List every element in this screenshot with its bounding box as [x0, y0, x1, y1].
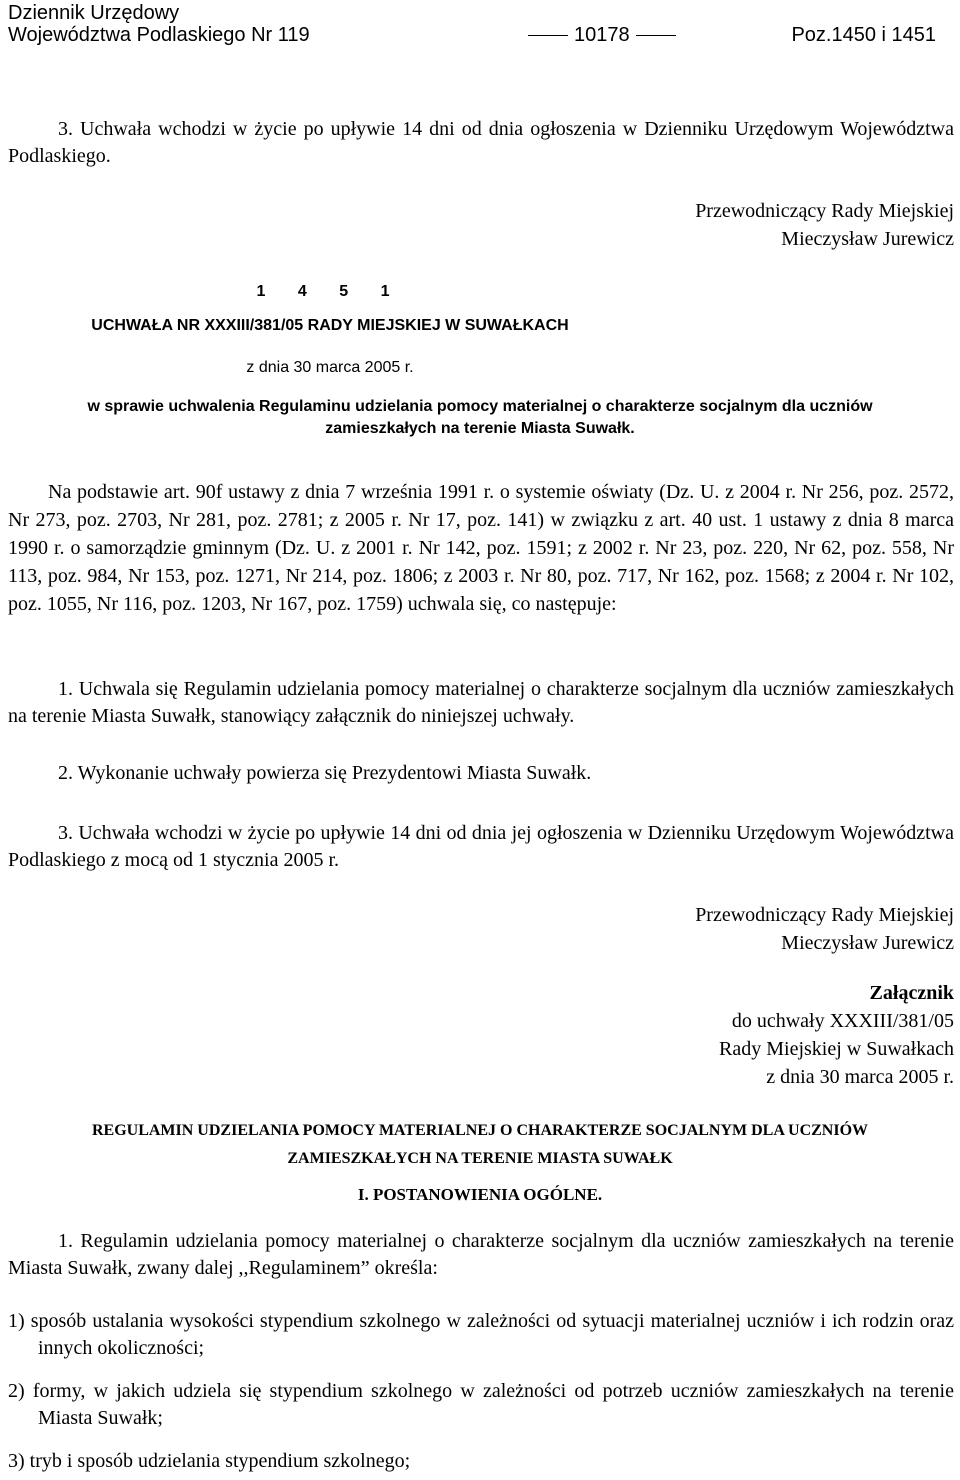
act-date: z dnia 30 marca 2005 r.	[246, 359, 414, 376]
annex-label: Załącznik	[869, 982, 954, 1004]
act-subject	[0, 396, 960, 440]
annex-para-1-text: 1. Regulamin udzielania pomocy materialnej o charakterze socjalnym dla uczniów zamieszkałych na terenie Miasta Suwałk, zwany dalej ,,Regulaminem” określa:	[8, 1230, 954, 1279]
annex-ref-1: do uchwały XXXIII/381/05	[731, 1010, 954, 1032]
annex-ref-3: z dnia 30 marca 2005 r.	[766, 1066, 954, 1088]
act-para-1-text: 1. Uchwala się Regulamin udzielania pomocy materialnej o charakterze socjalnym dla uczniów zamieszkałych na terenie Miasta Suwałk, stanowiący załącznik do niniejszej uchwały.	[8, 678, 954, 727]
act-title: UCHWAŁA NR XXXIII/381/05 RADY MIEJSKIEJ W SUWAŁKACH	[91, 317, 569, 334]
annex-title-line-2: ZAMIESZKAŁYCH NA TERENIE MIASTA SUWAŁK	[287, 1150, 673, 1167]
annex-title-line-1: REGULAMIN UDZIELANIA POMOCY MATERIALNEJ O CHARAKTERZE SOCJALNYM DLA UCZNIÓW	[91, 1122, 869, 1139]
act-preamble	[8, 478, 954, 618]
list-item: 3) tryb i sposób udzielania stypendium szkolnego;	[8, 1450, 411, 1472]
prev-signature-title: Przewodniczący Rady Miejskiej	[695, 200, 954, 222]
act-para-3-text: 3. Uchwała wchodzi w życie po upływie 14 dni od dnia jej ogłoszenia w Dzienniku Urzędowym Województwa Podlaskiego z mocą od 1 stycznia 2005 r.	[8, 822, 954, 871]
signature-name: Mieczysław Jurewicz	[781, 932, 954, 954]
act-para-3	[8, 820, 954, 874]
signature-title: Przewodniczący Rady Miejskiej	[695, 904, 954, 926]
prev-para-3	[8, 116, 954, 170]
journal-issue: Województwa Podlaskiego Nr 119	[8, 24, 310, 46]
prev-signature-name: Mieczysław Jurewicz	[781, 228, 954, 250]
act-number: 1 4 5 1	[256, 283, 404, 300]
page-number-text: 10178	[574, 24, 630, 46]
page-number	[522, 24, 682, 46]
list-item: 1) sposób ustalania wysokości stypendium szkolnego w zależności od sytuacji materialnej uczniów i ich rodzin oraz innych okoliczności;	[8, 1310, 954, 1359]
act-subject-text: w sprawie uchwalenia Regulaminu udzielania pomocy materialnej o charakterze socjalnym dla uczniów zamieszkałych na terenie Miasta Suwałk.	[87, 398, 873, 437]
act-para-2	[8, 760, 954, 787]
annex-para-1	[8, 1228, 954, 1282]
list-item: 2) formy, w jakich udziela się stypendium szkolnego w zależności od potrzeb uczniów zamieszkałych na terenie Miasta Suwałk;	[8, 1380, 954, 1429]
act-para-2-text: 2. Wykonanie uchwały powierza się Prezydentowi Miasta Suwałk.	[58, 762, 592, 784]
prev-para-3-text: 3. Uchwała wchodzi w życie po upływie 14 dni od dnia ogłoszenia w Dzienniku Urzędowym Województwa Podlaskiego.	[8, 118, 954, 167]
act-preamble-text: Na podstawie art. 90f ustawy z dnia 7 września 1991 r. o systemie oświaty (Dz. U. z 2004 r. Nr 256, poz. 2572, Nr 273, poz. 2703, Nr 281, poz. 2781; z 2005 r. Nr 17, poz. 141) w związku z art. 40 ust. 1 ustawy z dnia 8 marca 1990 r. o samorządzie gminnym (Dz. U. z 2001 r. Nr 142, poz. 1591; z 2002 r. Nr 23, poz. 220, Nr 62, poz. 558, Nr 113, poz. 984, Nr 153, poz. 1271, Nr 214, poz. 1806; z 2003 r. Nr 80, poz. 717, Nr 162, poz. 1568; z 2004 r. Nr 102, poz. 1055, Nr 116, poz. 1203, Nr 167, poz. 1759) uchwala się, co następuje:	[8, 481, 954, 615]
annex-section-heading: I. POSTANOWIENIA OGÓLNE.	[357, 1185, 603, 1204]
dash-right	[636, 35, 676, 36]
position-ref: Poz.1450 i 1451	[791, 24, 936, 46]
journal-name: Dziennik Urzędowy	[8, 2, 180, 24]
annex-ref-2: Rady Miejskiej w Suwałkach	[719, 1038, 954, 1060]
act-para-1	[8, 676, 954, 730]
dash-left	[528, 35, 568, 36]
